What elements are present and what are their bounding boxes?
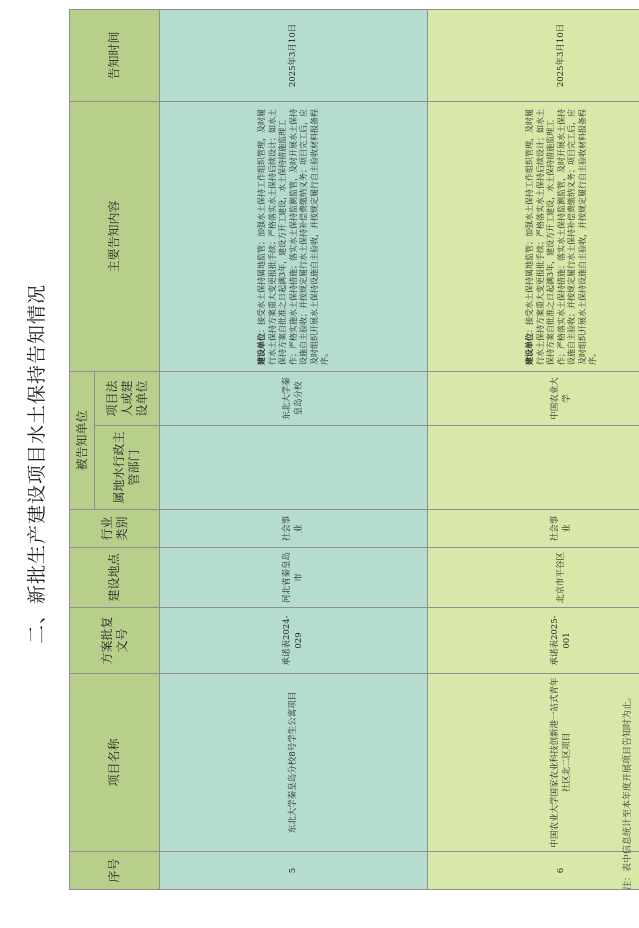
table-row [160,9,428,889]
cell-project-name: 东北大学秦皇岛分校8号学生公寓项目 [160,674,428,852]
cell-location: 北京市平谷区 [428,548,639,608]
header-legal-person: 项目法人或建设单位 [95,371,160,425]
cell-legal-person: 中国农业大学 [428,371,639,425]
header-notice-date: 告知时间 [70,9,160,101]
header-local-water-dept: 属地水行政主管部门 [95,426,160,510]
content-label: 建设单位 [524,332,535,365]
page-title: 二、新批生产建设项目水土保持告知情况 [26,284,48,645]
header-industry: 行业类别 [70,510,160,548]
header-project-name: 项目名称 [70,674,160,852]
header-main-content: 主要告知内容 [70,101,160,371]
cell-main-content [160,101,428,371]
footnote: 注：表中信息统计至本年度开展项目告知时为止。 [623,691,633,890]
cell-industry: 社会事业 [160,510,428,548]
cell-seq: 6 [428,852,639,890]
cell-seq: 5 [160,852,428,890]
notification-table [69,9,639,890]
cell-notice-date: 2025年3月10日 [428,9,639,101]
content-text: ：接受水土保持属地监管；加强水土保持工作组织管理，及时履行水土保持方案重大变更报批手续；严格落实水土保持后续设计；如水土保持方案自批准之日起满3年，建设方开工建设，水土保持措施监理工作；严格实施水土保持措施；落实水土保持监测监管，及时开展水土保持设施自主验收；并按规定履行水土保持补偿费缴纳义务；项目完工后，应及时组织开展水土保持设施自主验收，并按规定履行自主验收材料报备程序。 [257,108,330,365]
cell-approval-number: 承诺表2025-001 [428,608,639,674]
header-approval-number: 方案批复文号 [70,608,160,674]
cell-legal-person: 东北大学秦皇岛分校 [160,371,428,425]
header-location: 建设地点 [70,548,160,608]
cell-main-content [428,101,639,371]
cell-notice-date: 2025年3月10日 [160,9,428,101]
header-seq: 序号 [70,852,160,890]
header-notified-unit: 被告知单位 [70,371,95,509]
content-text: ：接受水土保持属地监管；加强水土保持工作组织管理，及时履行水土保持方案重大变更报批手续；严格落实水土保持后续设计；如水土保持方案自批准之日起满3年，建设方开工建设，水土保持措施监理工作；严格落实水土保持措施；落实水土保持监测监管，及时开展水土保持设施自主验收；并按规定履行水土保持补偿费缴纳义务；项目完工后，应及时组织开展水土保持设施自主验收，并按规定履行自主验收材料报备程序。 [525,108,598,365]
cell-approval-number: 承诺表2024-029 [160,608,428,674]
cell-local-water-dept [428,426,639,510]
cell-industry: 社会事业 [428,510,639,548]
cell-location: 河北省秦皇岛市 [160,548,428,608]
cell-project-name: 中国农业大学国家农业科技创新港一站式青年社区北二区项目 [428,674,639,852]
header-row-1 [70,9,95,889]
table-row [428,9,639,889]
content-label: 建设单位 [256,332,267,365]
cell-local-water-dept [160,426,428,510]
